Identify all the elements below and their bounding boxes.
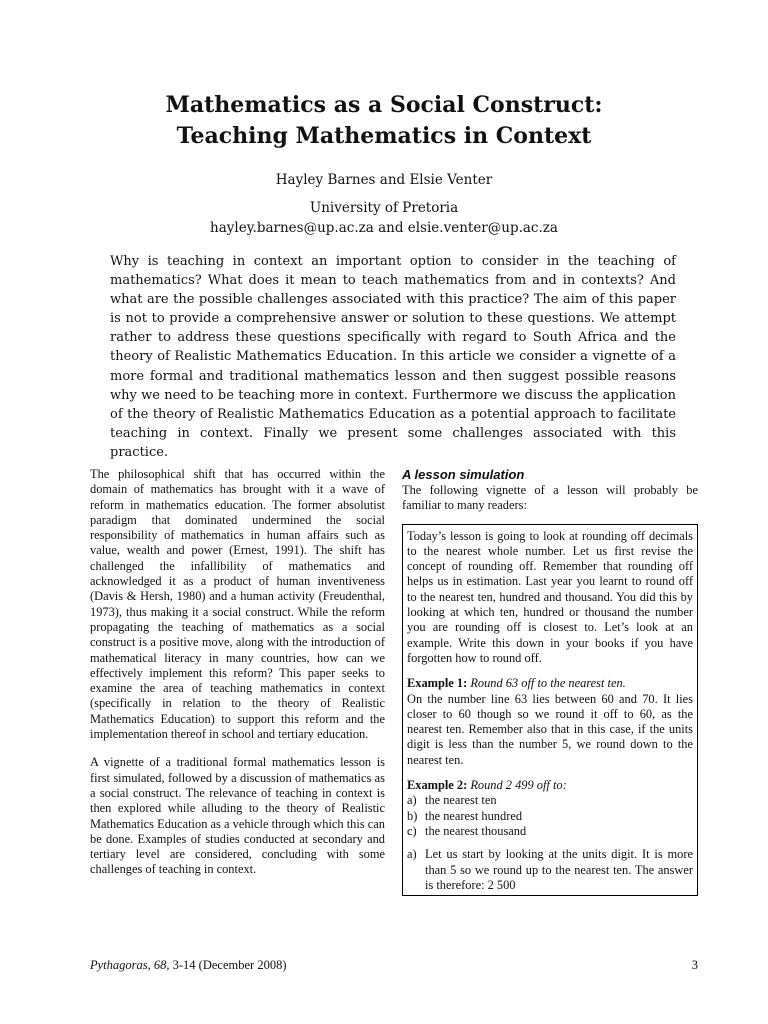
example-2-question: Round 2 499 off to: — [470, 778, 567, 793]
option-marker: c) — [407, 823, 417, 838]
abstract: Why is teaching in context an important option to consider in the teaching of mathematics? What does it mean to teach mathematics from and in contexts? And what are the possible challenges associated with this practice? The aim of this paper is not to provide a comprehensive answer or solution to these questions. We attempt rather to address these questions specifically with regard to South Africa and the theory of Realistic Mathematics Education. In this article we consider a vignette of a more formal and traditional mathematics lesson and then suggest possible reasons why we need to be teaching more in context. Furthermore we discuss the application of the theory of Realistic Mathematics Education as a potential approach to facilitate teaching in context. Finally we present some challenges associated with this practice. — [110, 254, 676, 460]
example-1-question: Round 63 off to the nearest ten. — [470, 676, 626, 691]
option-marker: b) — [407, 808, 418, 823]
author-emails: hayley.barnes@up.ac.za and elsie.venter@up.ac.za — [210, 220, 558, 236]
right-column — [402, 466, 698, 896]
option-marker: a) — [407, 793, 417, 808]
citation — [90, 958, 286, 973]
page-number: 3 — [691, 958, 698, 972]
option-text: the nearest hundred — [425, 808, 523, 823]
body-paragraph: The philosophical shift that has occurred within the domain of mathematics has brought with it a wave of reform in mathematics education. The former absolutist paradigm that dominated undermined the social responsibility of mathematics in human affairs such as value, wealth and power (Ernest, 1991). The shift has challenged the infallibility of mathematics and acknowledged it as a product of human inventiveness (Davis & Hersh, 1980) and a human activity (Freudenthal, 1973), thus making it a social construct. While the reform propagating the teaching of mathematics as a social construct is a positive move, along with the introduction of mathematical literacy in many countries, how can we effectively implement this reform? This paper seeks to examine the area of teaching mathematics in context (specifically in relation to the theory of Realistic Mathematics Education) to support this reform and the implementation thereof in school and tertiary education. — [90, 467, 385, 742]
example-1-text: On the number line 63 lies between 60 and 70. It lies closer to 60 though so we round it off to 60, as the nearest ten. Remember also that in this case, if the units digit is less than the number 5, we round down to the nearest ten. — [407, 691, 693, 767]
body-paragraph: A vignette of a traditional formal mathematics lesson is first simulated, followed by a discussion of mathematics as a social construct. The relevance of teaching in context is then explored while alluding to the theory of Realistic Mathematics Education as a vehicle through which this can be done. Examples of studies conducted at secondary and tertiary level are considered, concluding with some challenges of teaching in context. — [90, 755, 385, 877]
answer-item — [407, 847, 693, 893]
page-footer — [90, 958, 698, 973]
vignette-paragraph: Today’s lesson is going to look at rounding off decimals to the nearest whole number. Let us first revise the concept of rounding off. Remember that rounding off helps us in estimation. Last year you learnt to round off to the nearest ten, hundred and thousand. You did this by looking at which ten, hundred or thousand the number you are rounding off is closest to. Let’s look at an example. Write this down in your books if you have forgotten how to round off. — [407, 528, 693, 665]
option-text: the nearest ten — [425, 793, 497, 808]
option-item — [407, 824, 693, 839]
example-2 — [407, 778, 693, 893]
author-affiliation: University of Pretoria — [309, 200, 459, 216]
section-heading: A lesson simulation — [402, 467, 525, 482]
title-line-2: Teaching Mathematics in Context — [176, 123, 592, 149]
title-line-1: Mathematics as a Social Construct: — [165, 92, 603, 118]
option-item — [407, 793, 693, 808]
option-item — [407, 809, 693, 824]
answer-text: Let us start by looking at the units digit. It is more than 5 so we round up to the nearest ten. The answer is therefore: 2 500 — [425, 847, 693, 892]
example-1 — [407, 676, 693, 768]
section-intro: The following vignette of a lesson will probably be familiar to many readers: — [402, 483, 698, 513]
journal-name: Pythagoras, 68, — [90, 958, 170, 972]
citation-pages: 3-14 (December 2008) — [169, 958, 287, 972]
paper-title — [0, 90, 768, 152]
left-column — [90, 467, 385, 891]
example-2-label: Example 2: — [407, 778, 468, 793]
answer-marker: a) — [407, 847, 417, 862]
example-1-label: Example 1: — [407, 676, 468, 691]
author-block — [0, 170, 768, 238]
vignette-box — [402, 524, 698, 897]
author-names: Hayley Barnes and Elsie Venter — [275, 172, 493, 188]
option-text: the nearest thousand — [425, 823, 527, 838]
